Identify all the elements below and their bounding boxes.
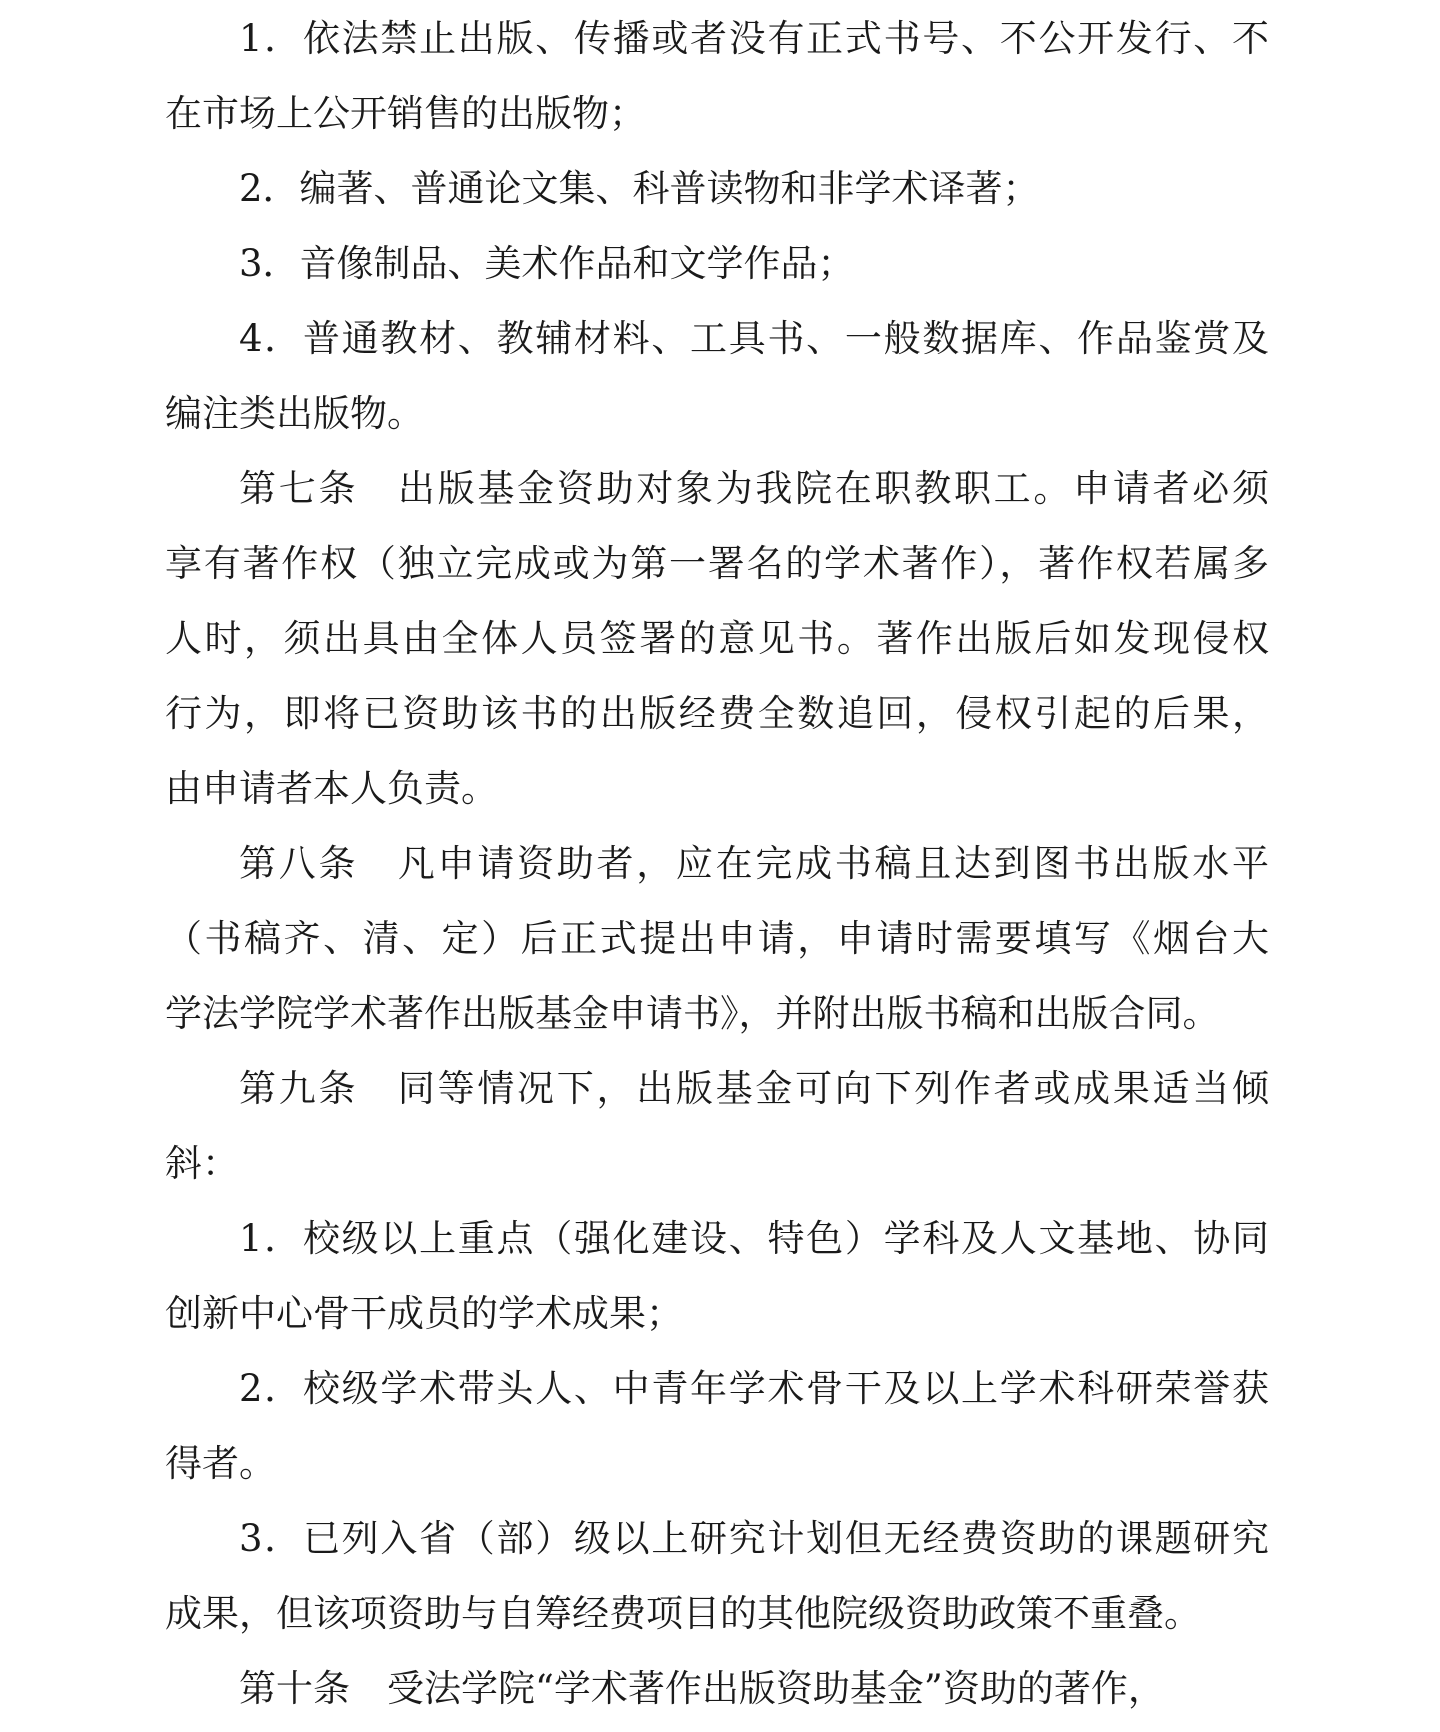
document-text-block bbox=[165, 1, 1269, 1726]
paragraph-line: 3．已列入省（部）级以上研究计划但无经费资助的课题研究 bbox=[239, 1517, 1269, 1560]
paragraph-article-9 bbox=[165, 1051, 1269, 1201]
paragraph-line: 创新中心骨干成员的学术成果； bbox=[165, 1292, 683, 1335]
paragraph-line: 成果，但该项资助与自筹经费项目的其他院级资助政策不重叠。 bbox=[165, 1592, 1201, 1635]
paragraph-excluded-item-1 bbox=[165, 1, 1269, 151]
paragraph-line: 1．依法禁止出版、传播或者没有正式书号、不公开发行、不 bbox=[239, 17, 1269, 60]
paragraph-line: 得者。 bbox=[165, 1442, 276, 1485]
paragraph-line: 第八条 凡申请资助者，应在完成书稿且达到图书出版水平 bbox=[239, 842, 1269, 885]
paragraph-line: 第十条 受法学院“学术著作出版资助基金”资助的著作， bbox=[239, 1667, 1165, 1710]
paragraph-line: 第九条 同等情况下，出版基金可向下列作者或成果适当倾 bbox=[239, 1067, 1269, 1110]
paragraph-line: 1．校级以上重点（强化建设、特色）学科及人文基地、协同 bbox=[239, 1217, 1269, 1260]
paragraph-article-8 bbox=[165, 826, 1269, 1051]
paragraph-line: 2．编著、普通论文集、科普读物和非学术译著； bbox=[239, 167, 1040, 210]
paragraph-line: 3．音像制品、美术作品和文学作品； bbox=[239, 242, 855, 285]
paragraph-line: 4．普通教材、教辅材料、工具书、一般数据库、作品鉴赏及 bbox=[239, 317, 1269, 360]
paragraph-line: 由申请者本人负责。 bbox=[165, 767, 498, 810]
paragraph-excluded-item-4 bbox=[165, 301, 1269, 451]
paragraph-line: 第七条 出版基金资助对象为我院在职教职工。申请者必须 bbox=[239, 467, 1269, 510]
paragraph-line: （书稿齐、清、定）后正式提出申请，申请时需要填写《烟台大 bbox=[165, 917, 1269, 960]
paragraph-line: 2．校级学术带头人、中青年学术骨干及以上学术科研荣誉获 bbox=[239, 1367, 1269, 1410]
paragraph-line: 在市场上公开销售的出版物； bbox=[165, 92, 646, 135]
paragraph-excluded-item-3 bbox=[165, 226, 1269, 301]
paragraph-article-9-item-2 bbox=[165, 1351, 1269, 1501]
paragraph-line: 编注类出版物。 bbox=[165, 392, 424, 435]
paragraph-article-7 bbox=[165, 451, 1269, 826]
paragraph-line: 享有著作权（独立完成或为第一署名的学术著作），著作权若属多 bbox=[165, 542, 1269, 585]
paragraph-line: 行为，即将已资助该书的出版经费全数追回，侵权引起的后果， bbox=[165, 692, 1269, 735]
paragraph-line: 学法学院学术著作出版基金申请书》，并附出版书稿和出版合同。 bbox=[165, 992, 1220, 1035]
paragraph-line: 人时，须出具由全体人员签署的意见书。著作出版后如发现侵权 bbox=[165, 617, 1269, 660]
paragraph-article-9-item-3 bbox=[165, 1501, 1269, 1651]
paragraph-line: 斜： bbox=[165, 1142, 239, 1185]
paragraph-excluded-item-2 bbox=[165, 151, 1269, 226]
paragraph-article-10 bbox=[165, 1651, 1269, 1726]
paragraph-article-9-item-1 bbox=[165, 1201, 1269, 1351]
